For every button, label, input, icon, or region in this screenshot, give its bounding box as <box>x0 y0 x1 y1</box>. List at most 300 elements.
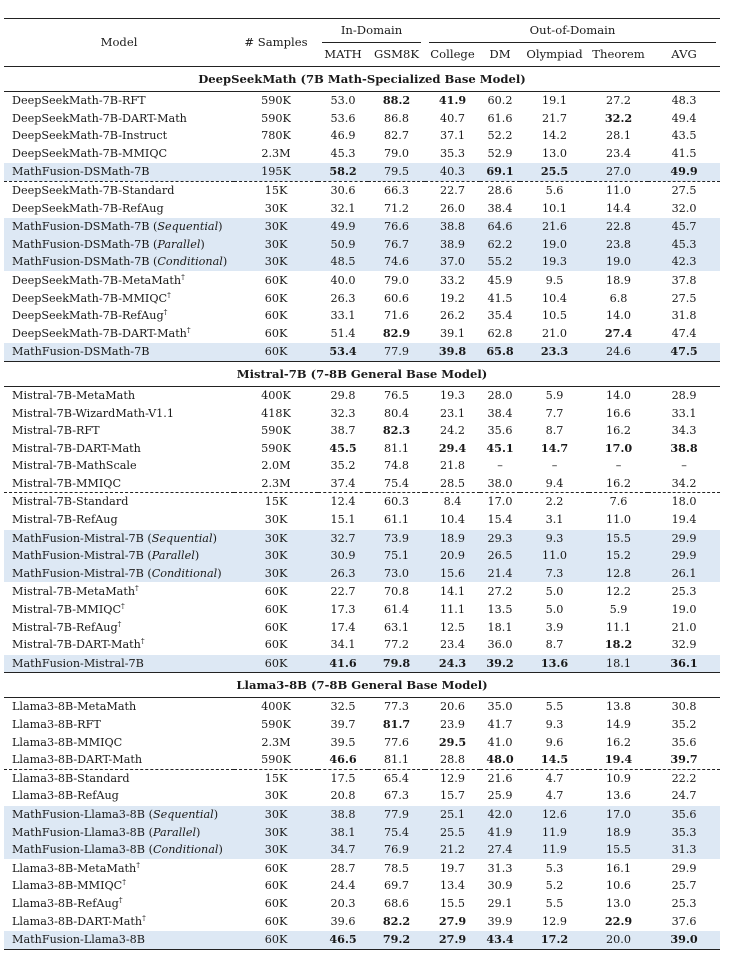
value-cell-theorem: 15.2 <box>589 547 648 565</box>
value-cell-avg: 35.2 <box>671 718 697 731</box>
model-name: DeepSeekMath-7B-RFT <box>12 94 146 107</box>
best-value: 46.5 <box>329 932 357 947</box>
value-cell-theorem: 16.2 <box>606 735 631 749</box>
value-cell-olympiad: 4.7 <box>545 789 564 803</box>
value-cell-dm: 15.4 <box>487 513 513 527</box>
section-title: Llama3-8B (7-8B General Base Model) <box>4 673 720 698</box>
value-cell-math: 24.4 <box>330 879 356 893</box>
table-row-mathfusion <box>4 529 720 547</box>
value-cell-theorem: 18.9 <box>589 271 648 289</box>
value-cell-theorem <box>589 636 648 654</box>
value-cell-college: 25.5 <box>425 824 480 842</box>
value-cell-college: 21.2 <box>425 841 480 859</box>
value-cell-olympiad <box>520 751 589 769</box>
value-cell-dm <box>480 440 520 458</box>
best-value: 46.6 <box>329 752 357 767</box>
value-cell-gsm8k: 76.6 <box>368 218 425 236</box>
model-name-cell: MathFusion-Llama3-8B (Conditional) <box>4 841 234 859</box>
value-cell-theorem: 13.8 <box>606 700 631 714</box>
best-value: 18.2 <box>604 637 633 652</box>
value-cell-gsm8k: 78.5 <box>368 859 425 877</box>
value-cell-gsm8k: 75.1 <box>368 547 425 565</box>
value-cell-math: 35.2 <box>330 459 356 473</box>
value-cell-avg: 26.1 <box>648 565 720 583</box>
value-cell-gsm8k: 76.9 <box>368 841 425 859</box>
model-name: MathFusion-Llama3-8B <box>12 807 146 821</box>
value-cell-avg: 42.3 <box>648 253 720 271</box>
table-row-mathfusion <box>4 931 720 950</box>
best-value: 23.3 <box>540 344 569 359</box>
value-cell-gsm8k <box>368 325 425 343</box>
value-cell-college: 38.8 <box>425 218 480 236</box>
dagger-mark: † <box>142 912 146 922</box>
samples-cell: 590K <box>261 718 291 731</box>
value-cell-college: 23.9 <box>440 718 465 731</box>
value-cell-math: 32.1 <box>330 201 356 215</box>
value-cell-math: 38.1 <box>318 824 368 842</box>
value-cell-theorem: 13.0 <box>606 896 631 910</box>
best-value: 65.8 <box>486 344 514 359</box>
value-cell-avg <box>648 163 720 182</box>
table-row <box>4 475 720 493</box>
model-name-cell <box>4 493 234 511</box>
best-value: 27.9 <box>438 913 467 928</box>
value-cell-theorem: 27.2 <box>606 94 631 107</box>
value-cell-dm: 61.6 <box>487 111 513 125</box>
value-cell-olympiad: 11.0 <box>520 547 589 565</box>
value-cell-avg: 48.3 <box>671 94 697 107</box>
table-row <box>4 92 720 110</box>
value-cell-olympiad: 12.6 <box>520 805 589 823</box>
section-title: Mistral-7B (7-8B General Base Model) <box>4 361 720 386</box>
header-model: Model <box>4 19 234 67</box>
value-cell-math: 39.5 <box>330 735 356 749</box>
value-cell-college: 19.2 <box>440 291 465 305</box>
value-cell-college: 11.1 <box>440 603 465 617</box>
results-table <box>4 18 720 950</box>
value-cell-avg: 37.6 <box>671 914 697 928</box>
value-cell-theorem: 16.2 <box>606 424 631 438</box>
model-name: Llama3-8B-Standard <box>12 771 130 785</box>
samples-cell: 2.3M <box>261 146 291 160</box>
samples-cell: 400K <box>261 700 291 714</box>
value-cell-college <box>425 343 480 362</box>
dagger-mark: † <box>167 289 171 299</box>
value-cell-olympiad: 9.3 <box>545 718 564 731</box>
value-cell-college: 15.5 <box>440 896 465 910</box>
best-value: 24.3 <box>438 655 467 670</box>
model-variant: Parallel <box>157 237 201 251</box>
value-cell-theorem: 23.4 <box>606 146 631 160</box>
model-name-cell <box>4 734 234 752</box>
best-value: 43.4 <box>486 932 514 947</box>
value-cell-gsm8k <box>368 913 425 931</box>
value-cell-avg: 34.3 <box>671 424 697 438</box>
samples-cell: 590K <box>261 94 291 107</box>
best-value: 36.1 <box>670 655 698 670</box>
value-cell-theorem: 19.0 <box>589 253 648 271</box>
value-cell-math: 28.7 <box>318 859 368 877</box>
model-name-cell <box>4 895 234 913</box>
value-cell-theorem: 23.8 <box>589 236 648 254</box>
best-value: 29.5 <box>438 734 467 749</box>
value-cell-olympiad: 8.7 <box>545 424 564 438</box>
value-cell-avg <box>648 343 720 362</box>
value-cell-gsm8k: 81.1 <box>384 441 409 455</box>
value-cell-theorem: 22.8 <box>589 218 648 236</box>
value-cell-olympiad <box>520 654 589 673</box>
model-variant: Sequential <box>151 531 213 545</box>
value-cell-math: 38.7 <box>330 424 356 438</box>
value-cell-math: 22.7 <box>318 583 368 601</box>
value-cell-dm: 36.0 <box>487 638 513 652</box>
model-name-cell <box>4 475 234 493</box>
model-name: Llama3-8B-MetaMath <box>12 700 137 714</box>
value-cell-gsm8k: 66.3 <box>368 181 425 199</box>
model-name: Mistral-7B-DART-Math <box>12 441 141 455</box>
value-cell-gsm8k: 74.8 <box>384 459 409 473</box>
value-cell-theorem: 14.9 <box>606 718 631 731</box>
value-cell-college <box>425 440 480 458</box>
model-name: Llama3-8B-MetaMath <box>12 861 137 875</box>
value-cell-dm: 62.8 <box>487 326 513 340</box>
model-name-cell: MathFusion-Llama3-8B (Sequential) <box>4 805 234 823</box>
value-cell-theorem: 12.8 <box>589 565 648 583</box>
value-cell-olympiad: 5.5 <box>545 896 564 910</box>
table-row <box>4 859 720 877</box>
table-row <box>4 895 720 913</box>
value-cell-math: 53.0 <box>330 94 356 107</box>
best-value: 22.9 <box>604 913 633 928</box>
value-cell-olympiad: 7.7 <box>545 406 564 420</box>
value-cell-theorem <box>589 110 648 128</box>
samples-cell: 30K <box>234 565 318 583</box>
value-cell-college: 40.3 <box>425 163 480 182</box>
value-cell-dm: 41.5 <box>487 291 513 305</box>
value-cell-olympiad: 14.2 <box>542 129 567 143</box>
value-cell-avg: 41.5 <box>671 146 697 160</box>
value-cell-math: 32.5 <box>330 700 356 714</box>
value-cell-dm: 38.0 <box>487 476 513 490</box>
value-cell-gsm8k: 61.1 <box>384 513 409 527</box>
model-name: DeepSeekMath-7B-DART-Math <box>12 111 187 125</box>
value-cell-avg: 25.3 <box>671 896 697 910</box>
value-cell-dm: 39.9 <box>487 914 513 928</box>
table-row <box>4 181 720 199</box>
samples-cell: 60K <box>264 620 288 634</box>
samples-cell: 30K <box>234 805 318 823</box>
table-row <box>4 290 720 308</box>
table-row <box>4 913 720 931</box>
header-out-domain: Out-of-Domain <box>429 19 716 43</box>
value-cell-olympiad <box>520 440 589 458</box>
value-cell-dm: 27.4 <box>480 841 520 859</box>
model-name-cell <box>4 787 234 805</box>
value-cell-gsm8k: 60.6 <box>384 291 409 305</box>
table-row-mathfusion <box>4 253 720 271</box>
table-row <box>4 636 720 654</box>
samples-cell: 60K <box>234 583 318 601</box>
model-name-cell: MathFusion-Llama3-8B (Parallel) <box>4 824 234 842</box>
model-name: MathFusion-Llama3-8B <box>12 933 146 947</box>
value-cell-dm: 42.0 <box>480 805 520 823</box>
model-name-cell <box>4 636 234 654</box>
model-variant: Conditional <box>152 843 219 857</box>
dagger-mark: † <box>186 324 191 334</box>
value-cell-olympiad: 3.9 <box>545 620 564 634</box>
value-cell-dm: 52.2 <box>487 129 513 143</box>
value-cell-olympiad: 5.3 <box>520 859 589 877</box>
value-cell-olympiad: 11.9 <box>520 824 589 842</box>
value-cell-theorem: 14.0 <box>606 309 631 323</box>
value-cell-theorem: 24.6 <box>589 343 648 362</box>
value-cell-avg: 37.8 <box>648 271 720 289</box>
samples-cell: 60K <box>234 654 318 673</box>
value-cell-theorem <box>589 325 648 343</box>
value-cell-gsm8k: 77.9 <box>368 805 425 823</box>
value-cell-avg: 35.3 <box>648 824 720 842</box>
value-cell-math <box>318 343 368 362</box>
samples-cell: 590K <box>261 111 291 125</box>
value-cell-math: 33.1 <box>330 309 356 323</box>
model-name: Mistral-7B-WizardMath-V1.1 <box>12 406 174 420</box>
value-cell-theorem: 10.9 <box>589 769 648 787</box>
best-value: 39.0 <box>670 932 698 947</box>
model-variant: Sequential <box>157 220 219 234</box>
value-cell-math: 32.3 <box>330 406 356 420</box>
value-cell-dm: 18.1 <box>487 620 513 634</box>
samples-cell: 2.3M <box>261 735 291 749</box>
value-cell-college: 19.7 <box>425 859 480 877</box>
model-name: Llama3-8B-DART-Math <box>12 914 143 928</box>
value-cell-gsm8k: 79.5 <box>368 163 425 182</box>
value-cell-dm: 55.2 <box>480 253 520 271</box>
value-cell-avg: – <box>681 459 687 473</box>
value-cell-avg: 29.9 <box>648 859 720 877</box>
value-cell-gsm8k: 76.7 <box>368 236 425 254</box>
value-cell-theorem: 17.0 <box>589 805 648 823</box>
value-cell-olympiad: 19.3 <box>520 253 589 271</box>
value-cell-college: 12.5 <box>440 620 465 634</box>
value-cell-dm: 64.6 <box>480 218 520 236</box>
model-name: Llama3-8B-MMIQC <box>12 879 123 893</box>
model-name-cell <box>4 716 234 734</box>
value-cell-gsm8k: 77.3 <box>384 700 409 714</box>
samples-cell: 30K <box>264 513 288 527</box>
value-cell-theorem: 14.4 <box>606 201 631 215</box>
value-cell-gsm8k: 73.0 <box>368 565 425 583</box>
section-title: DeepSeekMath (7B Math-Specialized Base Model) <box>4 67 720 92</box>
value-cell-college <box>425 913 480 931</box>
model-name-cell <box>4 619 234 637</box>
model-name: MathFusion-Llama3-8B <box>12 825 146 839</box>
value-cell-olympiad <box>520 931 589 950</box>
value-cell-olympiad: 8.7 <box>545 638 564 652</box>
model-name-cell <box>4 769 234 787</box>
value-cell-gsm8k: 61.4 <box>384 603 409 617</box>
samples-cell: 195K <box>234 163 318 182</box>
value-cell-gsm8k: 63.1 <box>384 620 409 634</box>
value-cell-college: 33.2 <box>425 271 480 289</box>
value-cell-olympiad: 5.0 <box>545 603 564 617</box>
model-name: MathFusion-DSMath-7B <box>12 237 150 251</box>
table-row <box>4 110 720 128</box>
value-cell-college: 37.0 <box>425 253 480 271</box>
value-cell-gsm8k <box>368 716 425 734</box>
value-cell-math: 48.5 <box>318 253 368 271</box>
model-name-cell <box>4 913 234 931</box>
table-row <box>4 583 720 601</box>
value-cell-college: 23.4 <box>440 638 465 652</box>
value-cell-avg: 35.6 <box>648 805 720 823</box>
model-name: Mistral-7B-RefAug <box>12 620 118 634</box>
best-value: 27.4 <box>604 325 633 340</box>
samples-cell: 60K <box>264 879 288 893</box>
value-cell-olympiad: 3.1 <box>545 513 564 527</box>
best-value: 13.6 <box>540 655 569 670</box>
model-name: Llama3-8B-RFT <box>12 718 101 731</box>
value-cell-college: 38.9 <box>425 236 480 254</box>
value-cell-olympiad: 21.7 <box>542 111 567 125</box>
value-cell-avg: 34.2 <box>671 476 697 490</box>
value-cell-avg: 19.4 <box>671 513 697 527</box>
value-cell-dm: 41.7 <box>487 718 513 731</box>
value-cell-olympiad: 5.0 <box>520 583 589 601</box>
value-cell-theorem: 15.5 <box>589 841 648 859</box>
model-name: DeepSeekMath-7B-RefAug <box>12 201 164 215</box>
value-cell-math: 32.7 <box>318 529 368 547</box>
value-cell-gsm8k: 75.4 <box>368 824 425 842</box>
value-cell-dm: 29.1 <box>487 896 513 910</box>
value-cell-college: 12.9 <box>425 769 480 787</box>
table-row <box>4 325 720 343</box>
value-cell-avg <box>648 654 720 673</box>
samples-cell: 15K <box>234 769 318 787</box>
model-name: DeepSeekMath-7B-MetaMath <box>12 273 182 287</box>
samples-cell: 590K <box>261 753 291 767</box>
value-cell-gsm8k: 77.2 <box>384 638 409 652</box>
table-row-mathfusion <box>4 805 720 823</box>
dagger-mark: † <box>121 601 125 611</box>
value-cell-olympiad: 5.6 <box>520 181 589 199</box>
samples-cell: 15K <box>234 493 318 511</box>
model-name-cell <box>4 386 234 404</box>
value-cell-theorem: 6.8 <box>609 291 628 305</box>
value-cell-gsm8k: 80.4 <box>384 406 409 420</box>
model-name: Mistral-7B-MetaMath <box>12 388 136 402</box>
samples-cell: 60K <box>234 931 318 950</box>
value-cell-theorem <box>589 440 648 458</box>
value-cell-college: 10.4 <box>440 513 465 527</box>
best-value: 39.8 <box>438 344 467 359</box>
model-name-cell <box>4 181 234 199</box>
value-cell-dm: 35.0 <box>487 700 513 714</box>
model-name: Mistral-7B-RFT <box>12 424 100 438</box>
model-name-cell: MathFusion-DSMath-7B (Parallel) <box>4 236 234 254</box>
model-name: DeepSeekMath-7B-MMIQC <box>12 291 168 305</box>
samples-cell: 780K <box>261 129 291 143</box>
value-cell-college: 40.7 <box>440 111 465 125</box>
table-row <box>4 769 720 787</box>
model-name: Mistral-7B-Standard <box>12 495 129 509</box>
value-cell-college: 21.8 <box>440 459 465 473</box>
model-name: Llama3-8B-RefAug <box>12 896 119 910</box>
model-name: MathFusion-DSMath-7B <box>12 165 150 179</box>
value-cell-olympiad <box>520 163 589 182</box>
best-value: 17.2 <box>540 932 569 947</box>
value-cell-dm <box>480 931 520 950</box>
value-cell-olympiad: 9.3 <box>520 529 589 547</box>
value-cell-math: 50.9 <box>318 236 368 254</box>
model-name: Mistral-7B-MetaMath <box>12 585 136 599</box>
value-cell-gsm8k <box>368 422 425 440</box>
value-cell-math: 45.3 <box>330 146 356 160</box>
value-cell-olympiad: 2.2 <box>520 493 589 511</box>
value-cell-gsm8k: 77.9 <box>368 343 425 362</box>
value-cell-gsm8k: 86.8 <box>384 111 409 125</box>
model-name: MathFusion-Mistral-7B <box>12 656 144 670</box>
value-cell-avg: 47.4 <box>671 326 697 340</box>
dagger-mark: † <box>140 636 145 646</box>
value-cell-dm: 52.9 <box>487 146 513 160</box>
section-header-row <box>4 361 720 386</box>
value-cell-math <box>318 654 368 673</box>
model-name-cell <box>4 583 234 601</box>
model-name: MathFusion-DSMath-7B <box>12 220 150 234</box>
value-cell-dm: 35.4 <box>487 309 513 323</box>
table-row <box>4 751 720 769</box>
value-cell-gsm8k: 73.9 <box>368 529 425 547</box>
table-row <box>4 145 720 163</box>
value-cell-avg <box>648 931 720 950</box>
best-value: 81.7 <box>382 717 411 731</box>
value-cell-dm <box>480 751 520 769</box>
model-name-cell <box>4 698 234 716</box>
value-cell-avg: 27.5 <box>648 181 720 199</box>
value-cell-college: 22.7 <box>425 181 480 199</box>
best-value: 69.1 <box>486 164 514 179</box>
value-cell-dm <box>480 343 520 362</box>
samples-cell: 30K <box>234 529 318 547</box>
table-row <box>4 619 720 637</box>
value-cell-olympiad: 21.6 <box>520 218 589 236</box>
value-cell-dm: 62.2 <box>480 236 520 254</box>
samples-cell: 60K <box>264 291 288 305</box>
samples-cell: 30K <box>234 824 318 842</box>
value-cell-theorem <box>589 913 648 931</box>
best-value: 19.4 <box>604 752 633 767</box>
model-name-cell <box>4 654 234 673</box>
value-cell-dm <box>480 163 520 182</box>
table-row-mathfusion <box>4 824 720 842</box>
samples-cell: 60K <box>264 896 288 910</box>
value-cell-math: 34.7 <box>318 841 368 859</box>
header-col-avg: AVG <box>648 43 720 67</box>
value-cell-olympiad <box>520 343 589 362</box>
value-cell-math: 15.1 <box>330 513 356 527</box>
value-cell-gsm8k: 75.4 <box>384 476 409 490</box>
value-cell-math: 46.9 <box>330 129 356 143</box>
model-name-cell <box>4 290 234 308</box>
header-in-domain: In-Domain <box>322 19 421 43</box>
value-cell-theorem: 16.2 <box>606 476 631 490</box>
value-cell-college: 23.1 <box>440 406 465 420</box>
best-value: 88.2 <box>382 93 411 107</box>
value-cell-dm: 13.5 <box>487 603 513 617</box>
value-cell-dm: 26.5 <box>480 547 520 565</box>
value-cell-dm: 41.0 <box>487 735 513 749</box>
value-cell-theorem: 10.6 <box>606 879 631 893</box>
